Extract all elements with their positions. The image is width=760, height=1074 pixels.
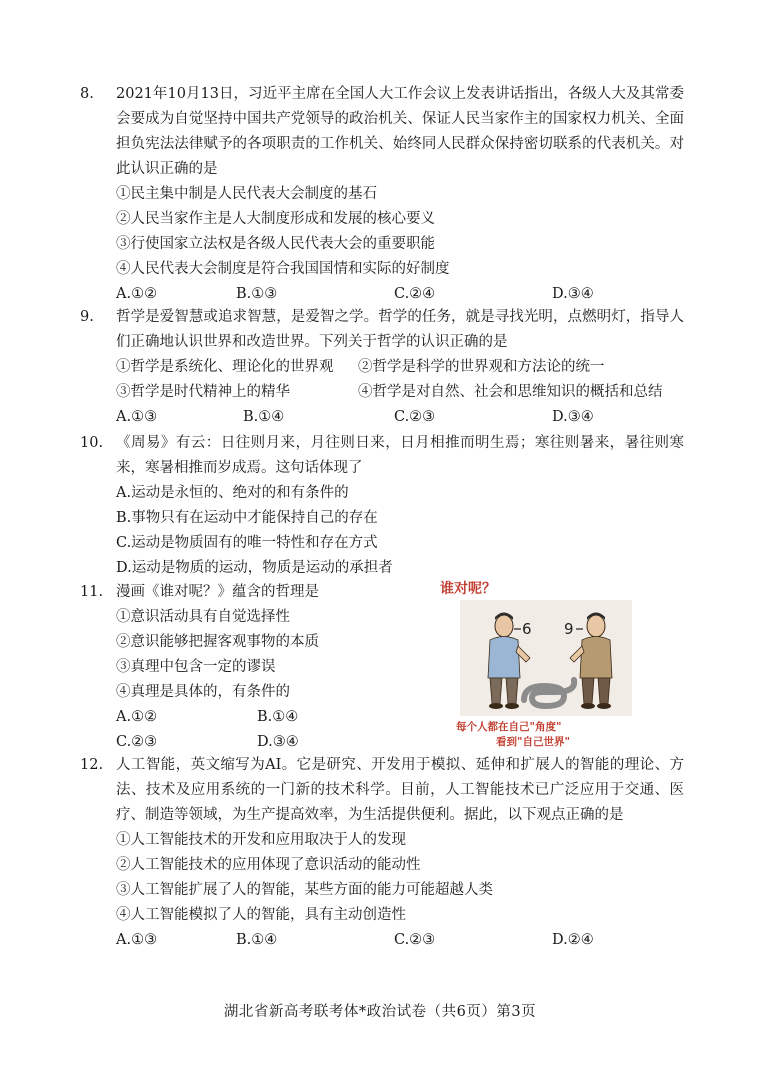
option-b: B.①③ bbox=[236, 286, 278, 302]
comic-caption-1: 每个人都在自己"角度" bbox=[456, 721, 562, 733]
right-person-icon bbox=[570, 613, 612, 710]
options-row bbox=[116, 705, 420, 730]
option-d: D.③④ bbox=[552, 409, 594, 425]
statement: ①意识活动具有自觉选择性 bbox=[116, 609, 290, 625]
statement: ④真理是具体的，有条件的 bbox=[116, 684, 290, 700]
question-number: 10. bbox=[80, 435, 104, 451]
left-number: 6 bbox=[522, 620, 532, 638]
statement: ②意识能够把握客观事物的本质 bbox=[116, 634, 319, 650]
right-number: 9 bbox=[564, 620, 574, 638]
statement: ①人工智能技术的开发和应用取决于人的发现 bbox=[116, 832, 406, 848]
comic-drawing bbox=[460, 600, 632, 716]
option-a: A.①② bbox=[116, 286, 158, 302]
question-stem: 《周易》有云：日往则月来，月往则日来，日月相推而明生焉；寒往则暑来，暑往则寒来，寒暑相推而岁成焉。这句话体现了 bbox=[116, 435, 684, 476]
statement: ③哲学是时代精神上的精华 bbox=[116, 384, 290, 400]
option-b: B.①④ bbox=[257, 709, 299, 725]
statement: ①民主集中制是人民代表大会制度的基石 bbox=[116, 186, 377, 202]
question-number: 8. bbox=[80, 86, 94, 102]
statement: ④人民代表大会制度是符合我国国情和实际的好制度 bbox=[116, 261, 450, 277]
option-b: B.①④ bbox=[236, 932, 278, 948]
statement: ②人民当家作主是人大制度形成和发展的核心要义 bbox=[116, 211, 435, 227]
question-stem: 漫画《谁对呢？》蕴含的哲理是 bbox=[116, 584, 319, 600]
option-a: A.①③ bbox=[116, 932, 158, 948]
options-row bbox=[116, 282, 684, 307]
option-d: D.③④ bbox=[552, 286, 594, 302]
question-stem: 哲学是爱智慧或追求智慧，是爱智之学。哲学的任务，就是寻找光明，点燃明灯，指导人们正确地认识世界和改造世界。下列关于哲学的认识正确的是 bbox=[116, 309, 684, 350]
statement: ①哲学是系统化、理论化的世界观 bbox=[116, 359, 334, 375]
option-c: C.②③ bbox=[394, 932, 436, 948]
option-b: B.①④ bbox=[243, 409, 285, 425]
statement: ③行使国家立法权是各级人民代表大会的重要职能 bbox=[116, 236, 435, 252]
option-a: A.运动是永恒的、绝对的和有条件的 bbox=[116, 485, 349, 501]
statement: ④哲学是对自然、社会和思维知识的概括和总结 bbox=[358, 384, 663, 400]
question-10 bbox=[80, 431, 684, 581]
comic-caption-2: 看到"自己世界" bbox=[496, 736, 570, 748]
statement: ②哲学是科学的世界观和方法论的统一 bbox=[358, 359, 605, 375]
comic-art bbox=[460, 600, 632, 716]
options-row bbox=[116, 730, 420, 755]
statement: ③人工智能扩展了人的智能，某些方面的能力可能超越人类 bbox=[116, 882, 493, 898]
statement-row bbox=[116, 355, 684, 380]
option-a: A.①② bbox=[116, 709, 158, 725]
option-c: C.②③ bbox=[394, 409, 436, 425]
floor-digit-icon bbox=[524, 680, 574, 706]
question-number: 12. bbox=[80, 757, 104, 773]
statement: ②人工智能技术的应用体现了意识活动的能动性 bbox=[116, 857, 421, 873]
option-b: B.事物只有在运动中才能保持自己的存在 bbox=[116, 510, 378, 526]
comic-illustration bbox=[440, 578, 640, 748]
question-12 bbox=[80, 753, 684, 953]
options-row bbox=[116, 928, 684, 953]
statement: ④人工智能模拟了人的智能，具有主动创造性 bbox=[116, 907, 406, 923]
statement: ③真理中包含一定的谬误 bbox=[116, 659, 276, 675]
option-a: A.①③ bbox=[116, 409, 158, 425]
question-number: 11. bbox=[80, 584, 104, 600]
page-footer: 湖北省新高考联考体*政治试卷（共6页）第3页 bbox=[223, 1004, 537, 1020]
option-d: D.运动是物质的运动，物质是运动的承担者 bbox=[116, 560, 393, 576]
option-c: C.②③ bbox=[116, 734, 158, 750]
option-d: D.②④ bbox=[552, 932, 594, 948]
question-number: 9. bbox=[80, 309, 94, 325]
options-row bbox=[116, 405, 684, 430]
comic-title: 谁对呢？ bbox=[440, 581, 496, 597]
statement-row bbox=[116, 380, 684, 405]
question-11 bbox=[80, 580, 420, 755]
question-stem: 人工智能，英文缩写为AI。它是研究、开发用于模拟、延伸和扩展人的智能的理论、方法、技术及应用系统的一门新的技术科学。目前，人工智能技术已广泛应用于交通、医疗、制造等领域，为生产提高效率，为生活提供便利。据此，以下观点正确的是 bbox=[116, 757, 684, 823]
question-8 bbox=[80, 82, 684, 307]
question-9 bbox=[80, 305, 684, 430]
option-c: C.②④ bbox=[394, 286, 436, 302]
question-stem: 2021年10月13日，习近平主席在全国人大工作会议上发表讲话指出，各级人大及其常委会要成为自觉坚持中国共产党领导的政治机关、保证人民当家作主的国家权力机关、全面担负宪法法律赋予的各项职责的工作机关、始终同人民群众保持密切联系的代表机关。对此认识正确的是 bbox=[116, 86, 684, 177]
option-c: C.运动是物质固有的唯一特性和存在方式 bbox=[116, 535, 378, 551]
option-d: D.③④ bbox=[257, 734, 299, 750]
